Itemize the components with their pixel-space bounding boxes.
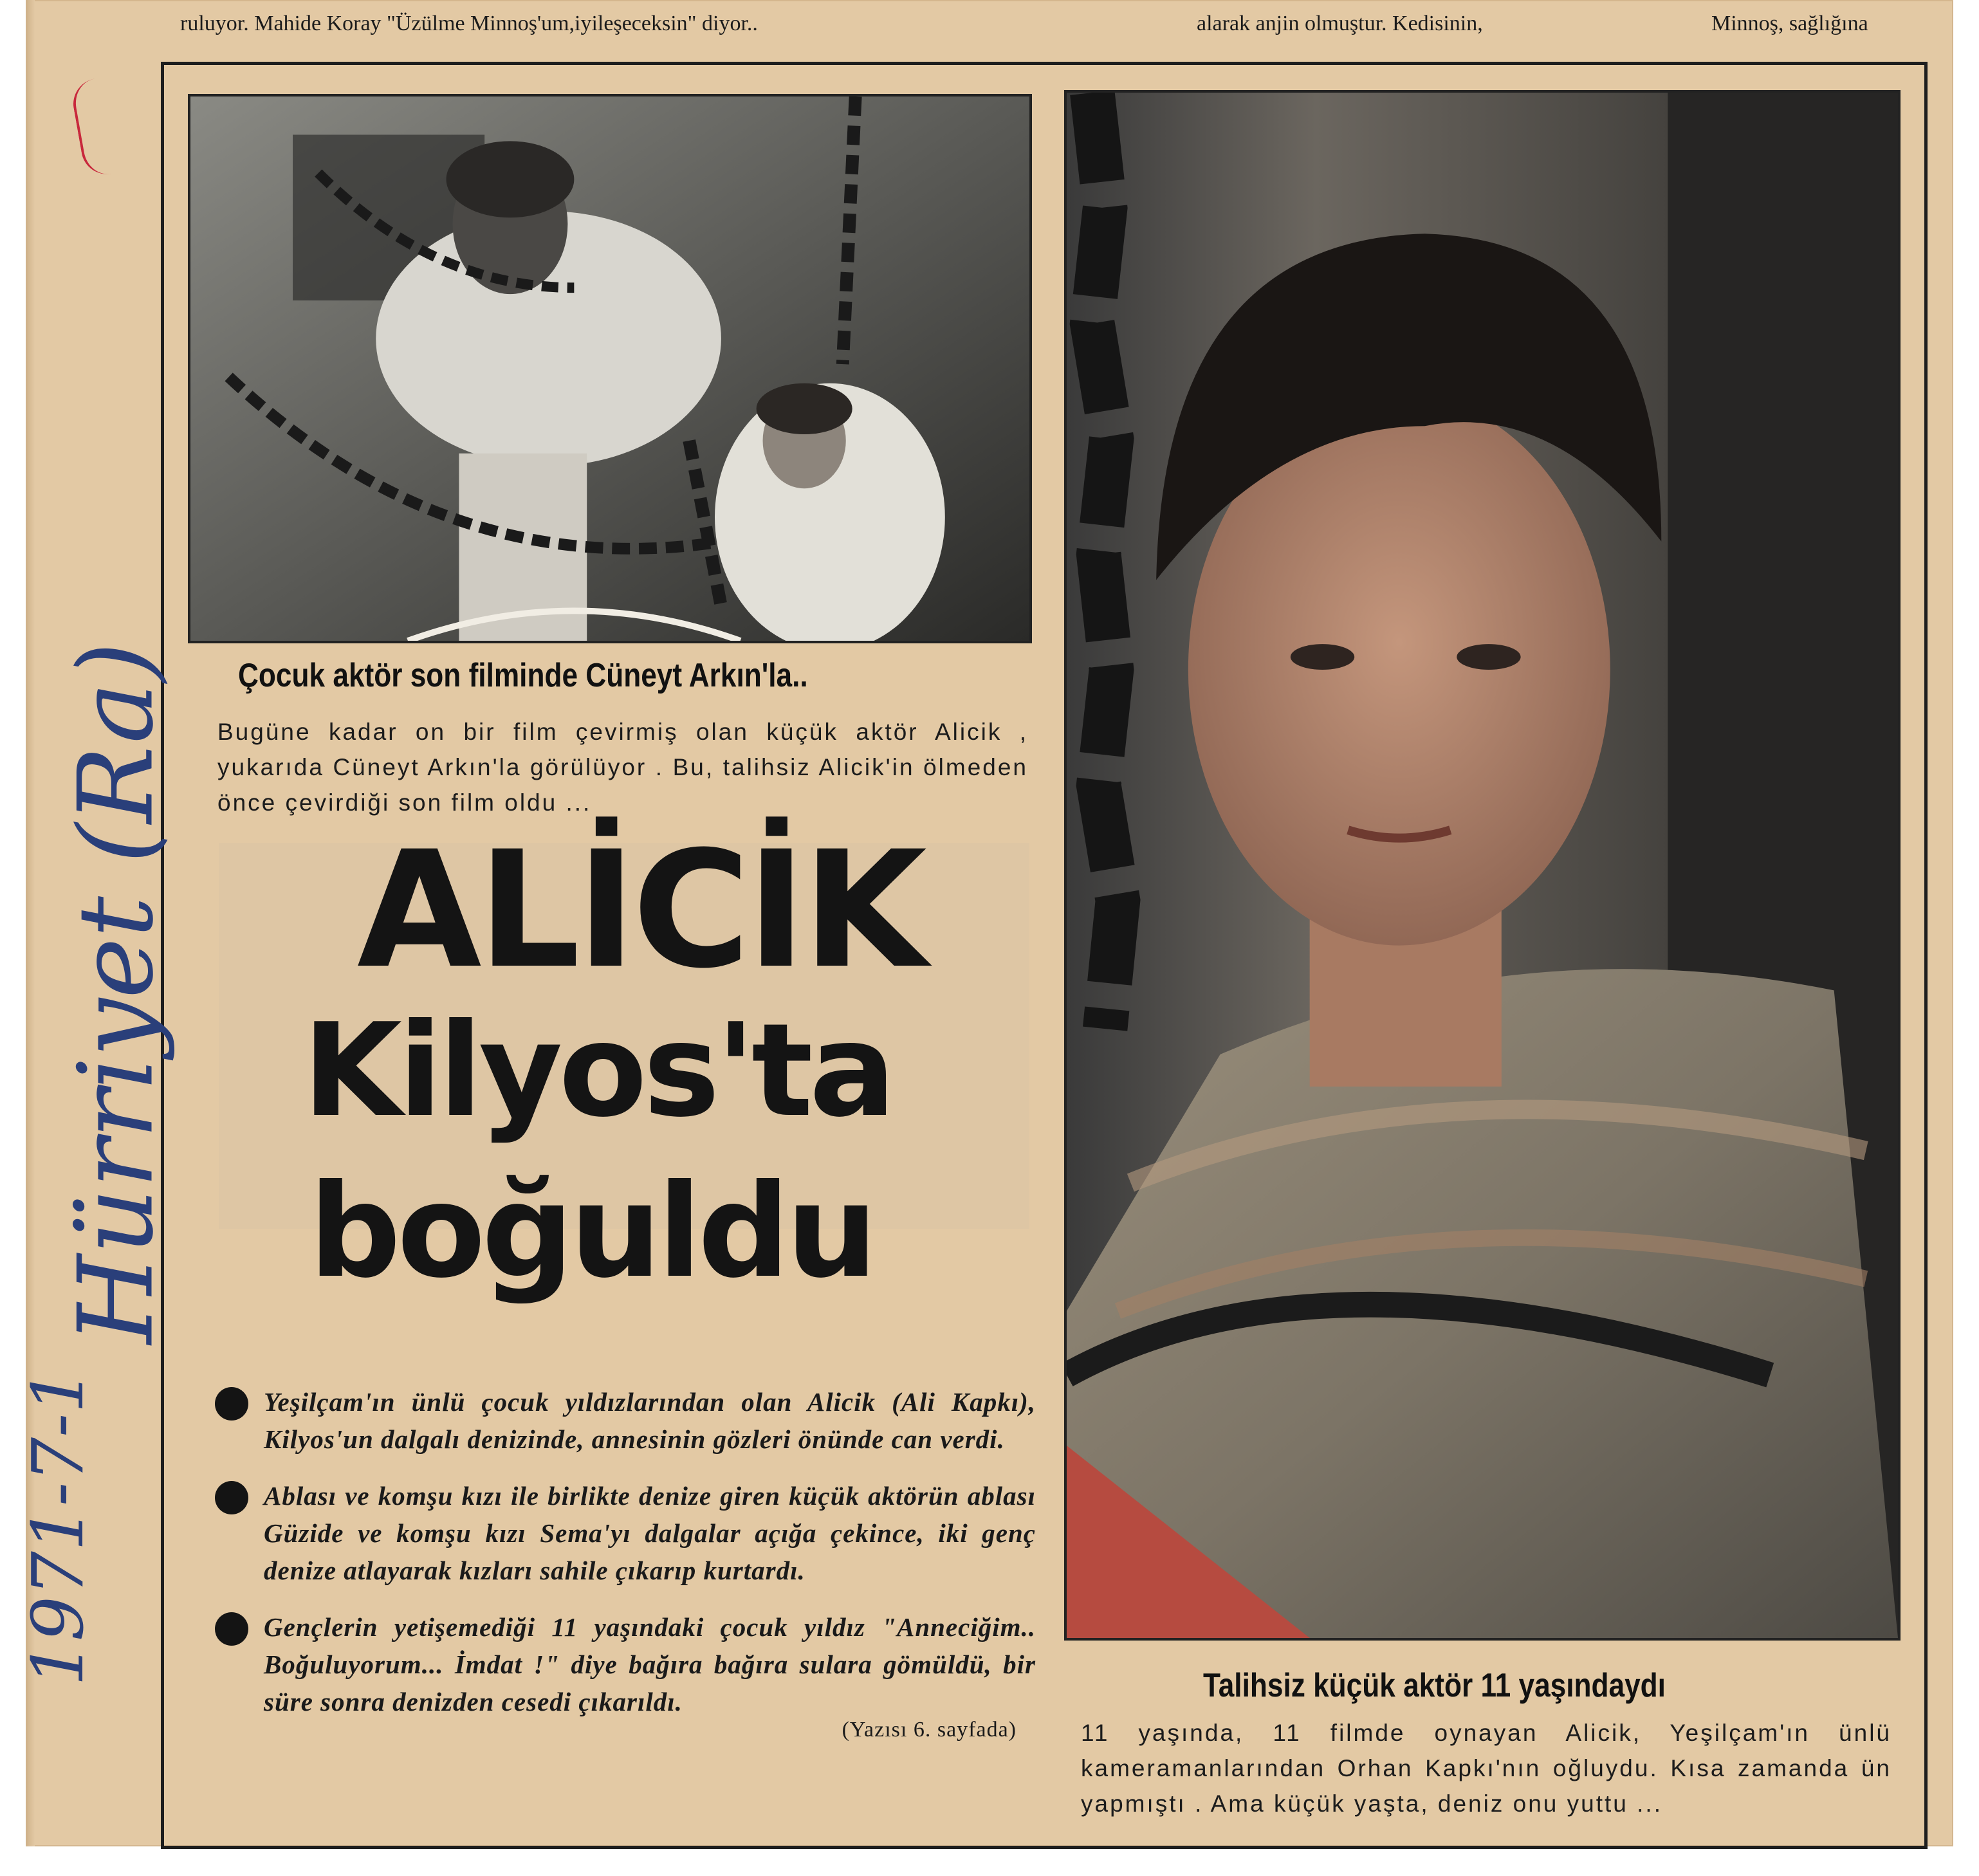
bullet-dot-icon	[215, 1387, 248, 1421]
strip-text-3: Minnoş, sağlığına	[1711, 12, 1868, 35]
strip-text-2: alarak anjin olmuştur. Kedisinin,	[1197, 12, 1483, 35]
photo2-image	[1067, 93, 1898, 1638]
previous-article-strip	[142, 0, 1943, 45]
headline-line-2: Kilyos'ta	[302, 996, 892, 1146]
photo-actor-with-cuneyt-arkin	[188, 94, 1032, 643]
headline-line-3: boğuldu	[309, 1157, 874, 1307]
photo2-caption-text: 11 yaşında, 11 filmde oynayan Alicik, Yeşilçam'ın ünlü kameramanlarından Orhan Kapkı'nın oğluydu. Kısa zamanda ün yapmıştı . Ama küçük yaşta, deniz onu yuttu ...	[1081, 1720, 1892, 1817]
bullet-dot-icon	[215, 1481, 248, 1514]
photo-child-actor-portrait	[1064, 90, 1901, 1641]
bullet-item	[212, 1477, 1036, 1589]
bullet-item	[212, 1383, 1036, 1458]
bullet-text: Yeşilçam'ın ünlü çocuk yıldızlarından olan Alicik (Ali Kapkı), Kilyos'un dalgalı denizinde, annesinin gözleri önünde can verdi.	[264, 1387, 1036, 1454]
photo2-caption-heading: Talihsiz küçük aktör 11 yaşındaydı	[1203, 1667, 1666, 1704]
bullet-item	[212, 1608, 1036, 1752]
photo1-caption-text: Bugüne kadar on bir film çevirmiş olan küçük aktör Alicik , yukarıda Cüneyt Arkın'la görülüyor . Bu, talihsiz Alicik'in ölmeden önce çevirdiği son film oldu ...	[217, 719, 1028, 816]
headline-line-1: ALİCİK	[357, 816, 924, 1004]
photo1-caption-heading: Çocuk aktör son filminde Cüneyt Arkın'la..	[238, 657, 808, 694]
summary-bullets	[212, 1383, 1036, 1772]
handwritten-source-note: Hürriyet (Ra)	[55, 641, 176, 1345]
bullet-text: Ablası ve komşu kızı ile birlikte denize giren küçük aktörün ablası Güzide ve komşu kızı Sema'yı dalgalar açığa çekince, iki genç denize atlayarak kızları sahile çıkarıp kurtardı.	[264, 1481, 1036, 1585]
bullet-dot-icon	[215, 1612, 248, 1646]
continued-reference: (Yazısı 6. sayfada)	[842, 1718, 1017, 1742]
photo1-image	[190, 97, 1029, 641]
bullet-text: Gençlerin yetişemediği 11 yaşındaki çocuk yıldız "Anneciğim.. Boğuluyorum... İmdat !" diye bağıra bağıra sulara gömüldü, bir süre sonra denizden cesedi çıkarıldı.	[264, 1612, 1036, 1716]
handwritten-date-note: 1971-7-1	[17, 1368, 99, 1687]
strip-text-1: ruluyor. Mahide Koray "Üzülme Minnoş'um,iyileşeceksin" diyor..	[180, 12, 758, 35]
